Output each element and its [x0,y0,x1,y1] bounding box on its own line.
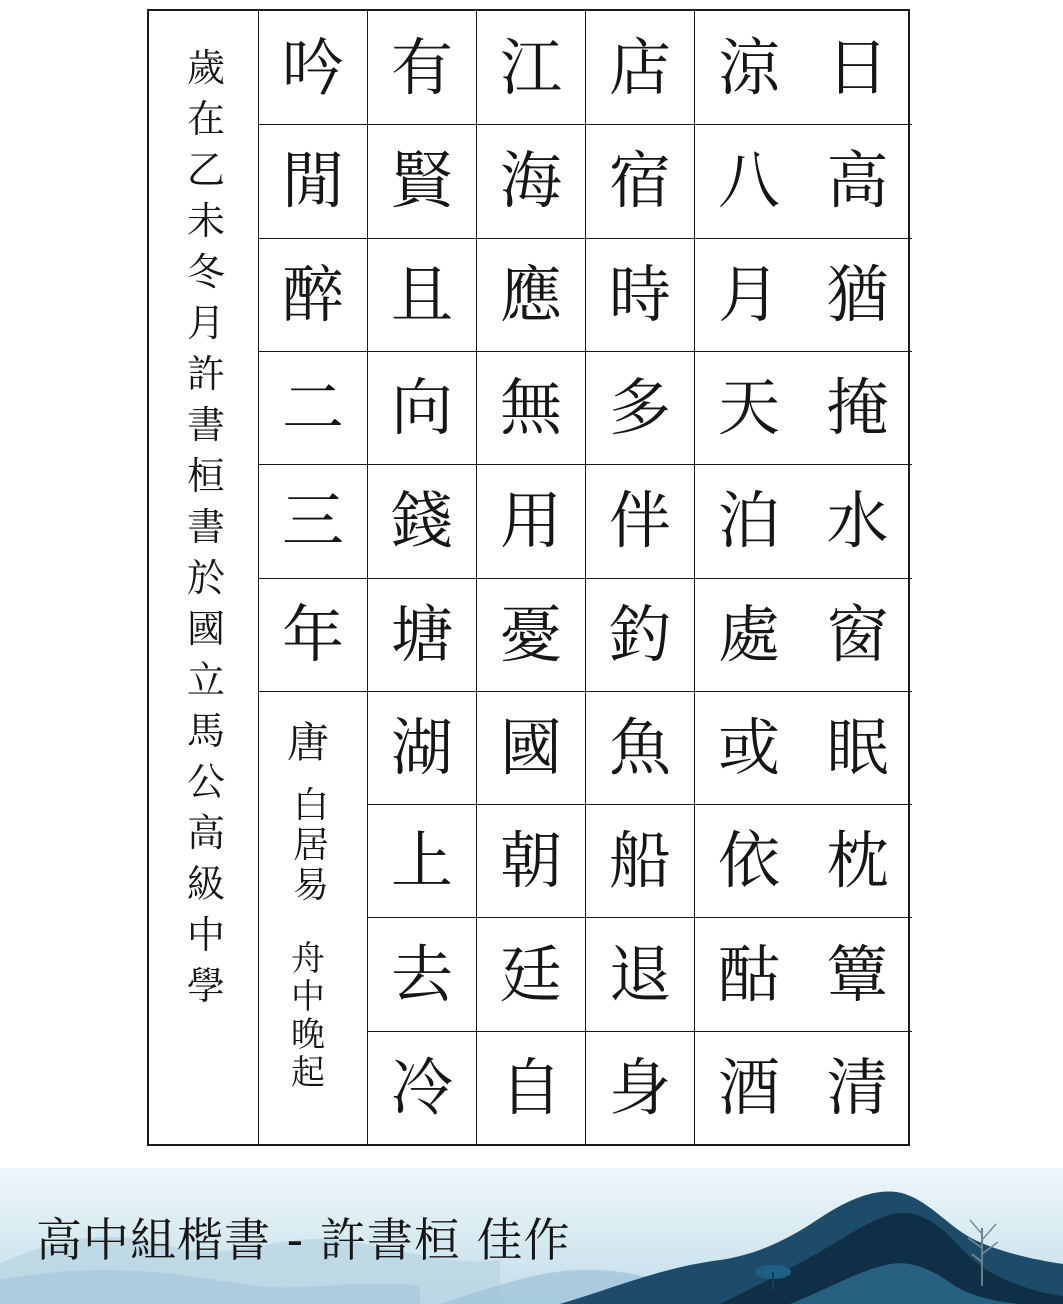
poem-character: 上 [368,804,476,917]
colophon-column [149,11,258,1144]
poem-character: 涼 [717,30,780,104]
poem-character: 醉 [259,238,367,351]
poem-character: 應 [477,238,585,351]
poem-character: 廷 [477,917,585,1030]
poem-character: 眠 [803,691,912,804]
poem-character: 湖 [368,691,476,804]
poem-character: 江 [499,30,562,104]
poem-column [694,11,803,1144]
poem-character: 枕 [803,804,912,917]
poem-character: 退 [586,917,694,1030]
poem-character: 店 [608,30,671,104]
poem-character: 船 [586,804,694,917]
poem-character: 吟 [281,30,344,104]
poem-character: 錢 [368,464,476,577]
poem-character: 窗 [803,578,912,691]
poem-character: 泊 [695,464,803,577]
poem-character: 二 [259,351,367,464]
poem-character: 朝 [477,804,585,917]
poem-character: 處 [695,578,803,691]
poem-character: 猶 [803,238,912,351]
poem-column [258,11,367,1144]
poem-character: 國 [477,691,585,804]
poem-character: 塘 [368,578,476,691]
poem-character: 月 [695,238,803,351]
poem-column [585,11,694,1144]
title-banner [0,1168,1063,1304]
poem-character: 魚 [586,691,694,804]
poem-character: 宿 [586,124,694,237]
attribution-area [259,691,367,1144]
poem-character: 閒 [259,124,367,237]
poem-character: 自 [477,1031,585,1144]
poem-character: 伴 [586,464,694,577]
poem-character: 身 [586,1031,694,1144]
banner-title: 高中組楷書 - 許書桓 佳作 [36,1213,571,1267]
poem-title: 舟 中 晚 起 [291,938,325,1093]
poem-character: 三 [259,464,367,577]
poem-character: 賢 [368,124,476,237]
poem-character: 或 [695,691,803,804]
colophon-text: 歲 在 乙 未 冬 月 許 書 桓 書 於 國 立 馬 公 高 級 中 學 [187,46,226,1008]
poem-column [476,11,585,1144]
poem-character: 酒 [695,1031,803,1144]
poem-character: 天 [695,351,803,464]
poem-character: 海 [477,124,585,237]
poem-character: 酤 [695,917,803,1030]
poem-character: 八 [695,124,803,237]
poem-character: 清 [803,1031,912,1144]
poem-character: 時 [586,238,694,351]
poem-character: 冷 [368,1031,476,1144]
poem-character: 向 [368,351,476,464]
poem-character: 高 [803,124,912,237]
poem-character: 有 [390,30,453,104]
dynasty-label: 唐 [287,717,330,767]
poet-name: 白 居 易 [293,784,330,906]
poem-character: 依 [695,804,803,917]
poem-character: 釣 [586,578,694,691]
poem-character: 水 [803,464,912,577]
poem-character: 日 [826,30,889,104]
poem-character: 用 [477,464,585,577]
poem-character: 簟 [803,917,912,1030]
poem-column [803,11,912,1144]
poem-character: 且 [368,238,476,351]
poem-character: 掩 [803,351,912,464]
poem-character: 憂 [477,578,585,691]
poem-character: 無 [477,351,585,464]
poem-character: 年 [259,578,367,691]
calligraphy-sheet [147,9,910,1146]
poem-character: 多 [586,351,694,464]
poem-character: 去 [368,917,476,1030]
poem-column [367,11,476,1144]
